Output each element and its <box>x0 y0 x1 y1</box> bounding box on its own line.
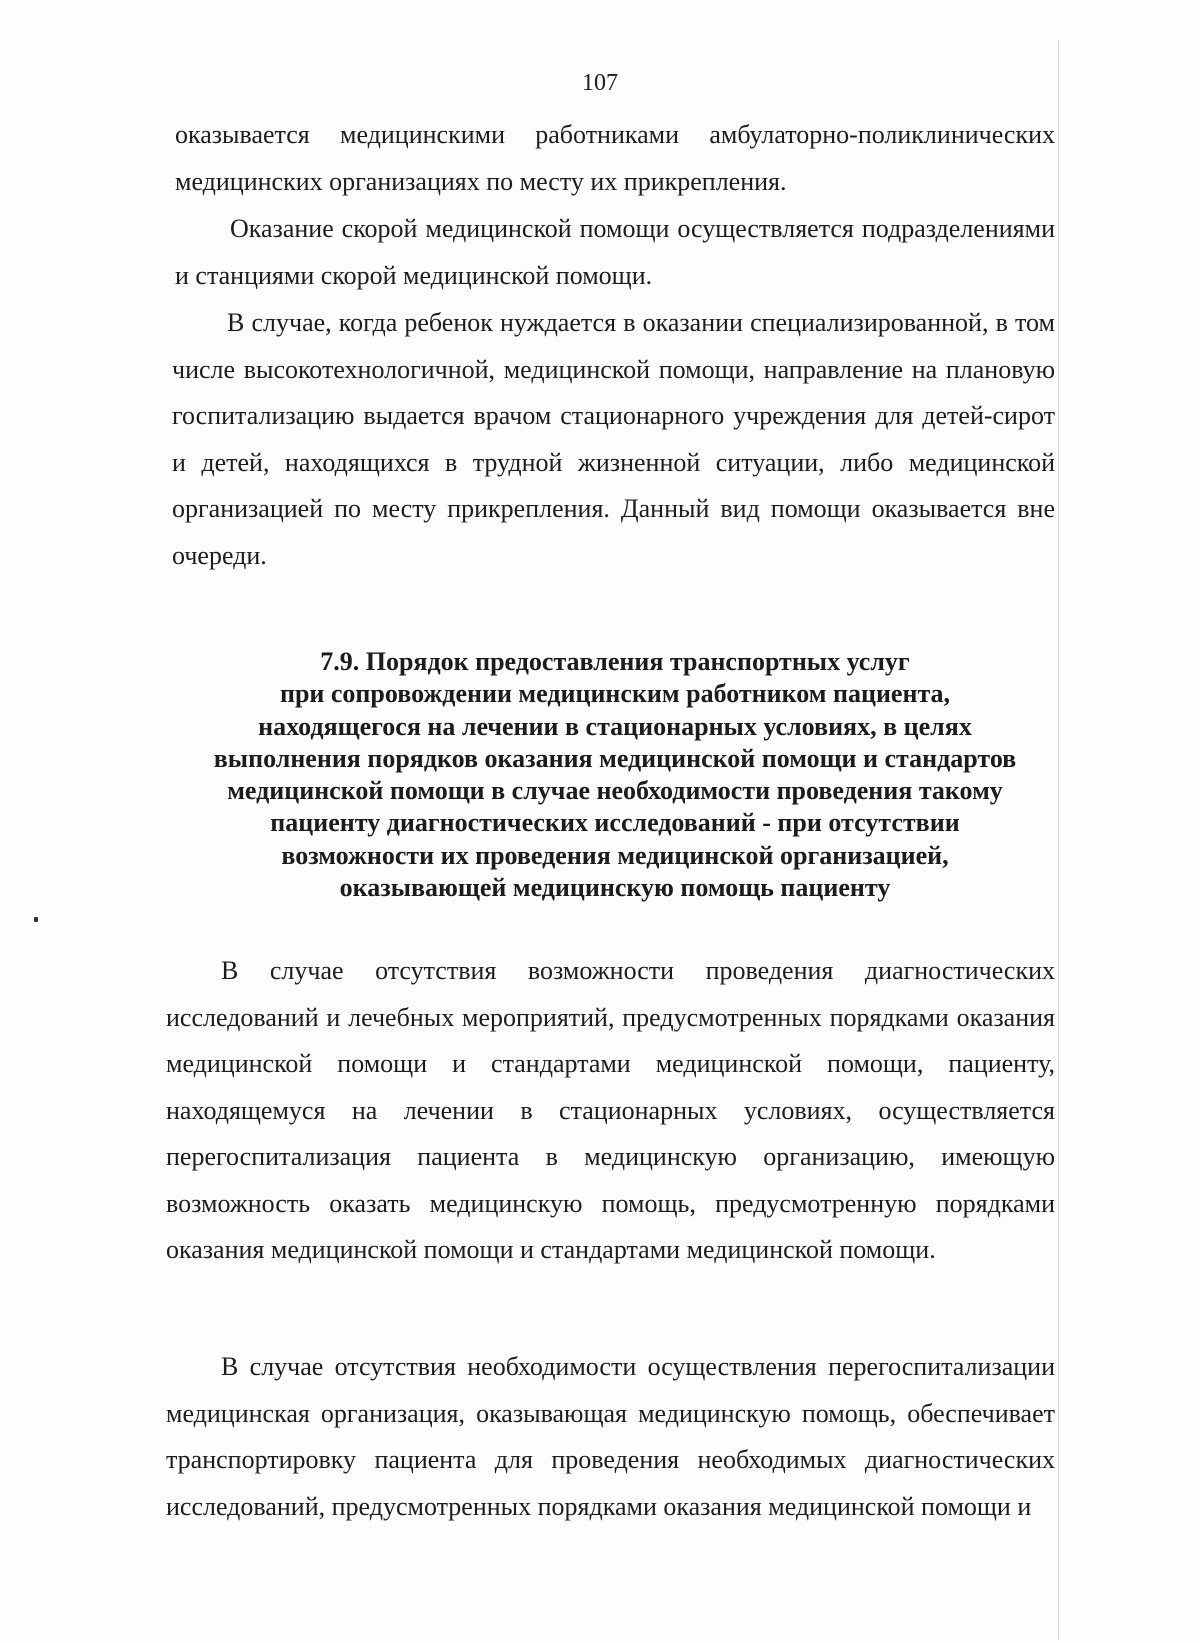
page-number: 107 <box>582 70 618 96</box>
paragraph-specialized-care: В случае, когда ребенок нуждается в оказании специализированной, в том числе высокотехнологичной, медицинской помощи, направление на плановую госпитализацию выдается врачом стационарного учреждения для детей-сирот и детей, находящихся в трудной жизненной ситуации, либо медицинской организацией по месту прикрепления. Данный вид помощи оказывается вне очереди. <box>172 308 1055 570</box>
heading-line: 7.9. Порядок предоставления транспортных услуг <box>320 647 910 676</box>
paragraph-rehospitalization: В случае отсутствия возможности проведения диагностических исследований и лечебных мероприятий, предусмотренных порядками оказания медицинской помощи и стандартами медицинской помощи, пациенту, находящемуся на лечении в стационарных условиях, осуществляется перегоспитализация пациента в медицинскую организацию, имеющую возможность оказать медицинскую помощь, предусмотренную порядками оказания медицинской помощи и стандартами медицинской помощи. <box>166 956 1055 1264</box>
heading-line: при сопровождении медицинским работником пациента, <box>279 679 951 709</box>
heading-line: медицинской помощи в случае необходимости проведения такому <box>227 776 1003 806</box>
paragraph-transportation: В случае отсутствия необходимости осуществления перегоспитализации медицинская организация, оказывающая медицинскую помощь, обеспечивает транспортировку пациента для проведения необходимых диагностических исследований, предусмотренных порядками оказания медицинской помощи и <box>166 1352 1055 1521</box>
heading-line: пациенту диагностических исследований - при отсутствии <box>270 808 960 838</box>
section-heading-7-9 <box>170 646 1060 904</box>
paragraph-outpatient-care: оказывается медицинскими работниками амбулаторно-поликлинических медицинских организациях по месту их прикрепления. <box>175 120 1055 196</box>
heading-line: находящегося на лечении в стационарных условиях, в целях <box>258 711 972 741</box>
heading-line: оказывающей медицинскую помощь пациенту <box>339 873 891 903</box>
heading-line: выполнения порядков оказания медицинской помощи и стандартов <box>213 743 1017 773</box>
scan-speck <box>34 917 38 922</box>
heading-line: возможности их проведения медицинской организацией, <box>281 840 949 870</box>
paragraph-emergency-care: Оказание скорой медицинской помощи осуществляется подразделениями и станциями скорой медицинской помощи. <box>175 214 1055 290</box>
